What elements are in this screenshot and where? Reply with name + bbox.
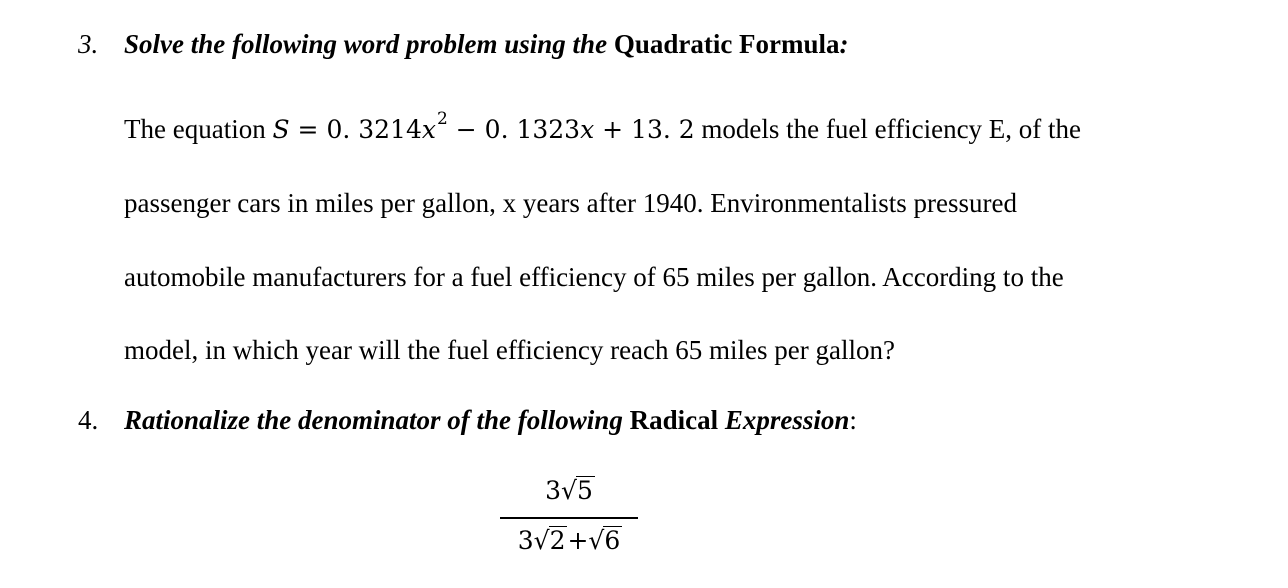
problem-3-line-1-rest: models the fuel efficiency E, of the [701,114,1082,144]
problem-3-heading-topic: Quadratic Formula [613,29,840,59]
equation-variable-s: S [272,115,290,144]
fraction-numerator [500,476,640,516]
radical-sign-icon: √ [533,526,550,555]
denominator-radicand-2: 6 [604,526,621,555]
equation-variable-x-squared: x [421,115,436,144]
numerator-radicand: 5 [576,476,593,505]
fraction-bar [500,517,638,519]
problem-4-heading [124,404,857,436]
problem-4-heading-colon: : [849,405,857,435]
problem-4-number: 4. [78,405,99,435]
equation-constant: + 13. 2 [602,115,695,144]
denominator-plus: + [567,526,589,555]
problem-3-heading-colon: : [839,29,849,59]
problem-3-heading [124,28,849,60]
denominator-radicand-1: 2 [549,526,566,555]
equation-coefficient-a: = 0. 3214 [297,115,422,144]
equation-exponent: 2 [436,109,448,129]
radical-sign-icon: √ [588,526,605,555]
denominator-coefficient: 3 [517,526,534,555]
equation-variable-x: x [580,115,595,144]
problem-3-line-3: automobile manufacturers for a fuel efficiency of 65 miles per gallon. According to the [124,262,1064,292]
equation-coefficient-b: − 0. 1323 [455,115,581,144]
problem-4-heading-instruction: Rationalize the denominator of the following [124,405,623,435]
problem-3-line-1 [124,109,1082,149]
problem-4-heading-topic: Radical [629,405,719,435]
problem-3-intro-text: The equation [124,114,266,144]
fraction-denominator [500,526,640,555]
problem-3-number: 3. [78,29,99,59]
problem-4-heading-expression: Expression [724,405,850,435]
problem-3-line-4: model, in which year will the fuel efficiency reach 65 miles per gallon? [124,335,895,365]
numerator-coefficient: 3 [545,476,562,505]
radical-sign-icon: √ [561,476,577,505]
problem-3-heading-instruction: Solve the following word problem using the [124,29,608,59]
quadratic-equation [272,109,695,144]
problem-3-line-2: passenger cars in miles per gallon, x years after 1940. Environmentalists pressured [124,188,1017,218]
